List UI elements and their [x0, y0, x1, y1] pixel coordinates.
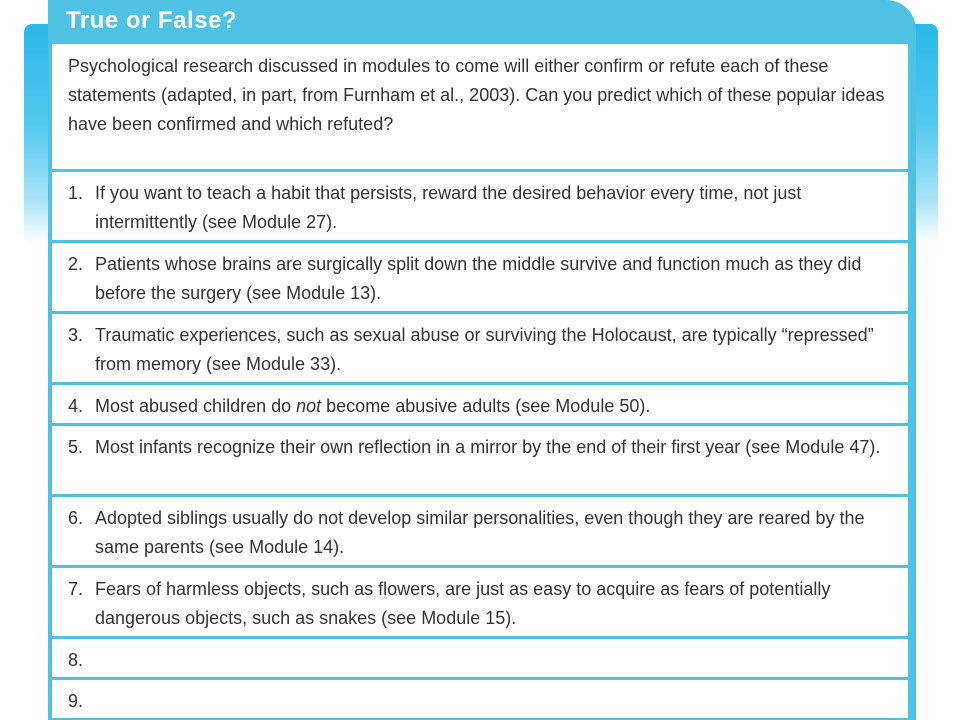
item-text-before: Most abused children do — [95, 396, 297, 416]
statement-item-2 — [52, 243, 908, 311]
statement-item-7 — [52, 568, 908, 636]
statement-item-8 — [52, 639, 908, 677]
item-number: 3. — [68, 325, 84, 345]
statement-item-6 — [52, 497, 908, 565]
item-number: 4. — [68, 396, 84, 416]
item-number: 1. — [68, 183, 84, 203]
statement-item-5 — [52, 426, 908, 494]
item-text: Adopted siblings usually do not develop similar personalities, even though they are reared by the same parents (see Module 14). — [95, 508, 865, 557]
item-text-after: become abusive adults (see Module 50). — [321, 396, 651, 416]
item-number: 5. — [68, 437, 84, 457]
item-text-emphasis: not — [296, 396, 322, 416]
intro-paragraph: Psychological research discussed in modules to come will either confirm or refute each of these statements (adapted, in part, from Furnham et al., 2003). Can you predict which of these popular ideas have been confirmed and which refuted? — [52, 44, 908, 169]
item-number: 2. — [68, 254, 84, 274]
true-or-false-box — [48, 0, 916, 720]
item-text: Most infants recognize their own reflection in a mirror by the end of their first year (see Module 47). — [95, 437, 881, 457]
item-number: 6. — [68, 508, 84, 528]
item-text: Fears of harmless objects, such as flowers, are just as easy to acquire as fears of potentially dangerous objects, such as snakes (see Module 15). — [95, 579, 831, 628]
item-number: 7. — [68, 579, 84, 599]
item-text: If you want to teach a habit that persists, reward the desired behavior every time, not just intermittently (see Module 27). — [95, 183, 802, 232]
item-number: 8. — [68, 650, 84, 670]
item-text: Traumatic experiences, such as sexual abuse or surviving the Holocaust, are typically “repressed” from memory (see Module 33). — [95, 325, 874, 374]
item-number: 9. — [68, 691, 84, 711]
box-title: True or False? — [66, 7, 238, 34]
statement-item-3 — [52, 314, 908, 382]
item-text — [95, 396, 650, 416]
statement-item-4 — [52, 385, 908, 423]
item-text: Patients whose brains are surgically split down the middle survive and function much as they did before the surgery (see Module 13). — [95, 254, 862, 303]
statement-item-9 — [52, 680, 908, 718]
statement-list — [52, 44, 908, 720]
statement-item-1 — [52, 172, 908, 240]
